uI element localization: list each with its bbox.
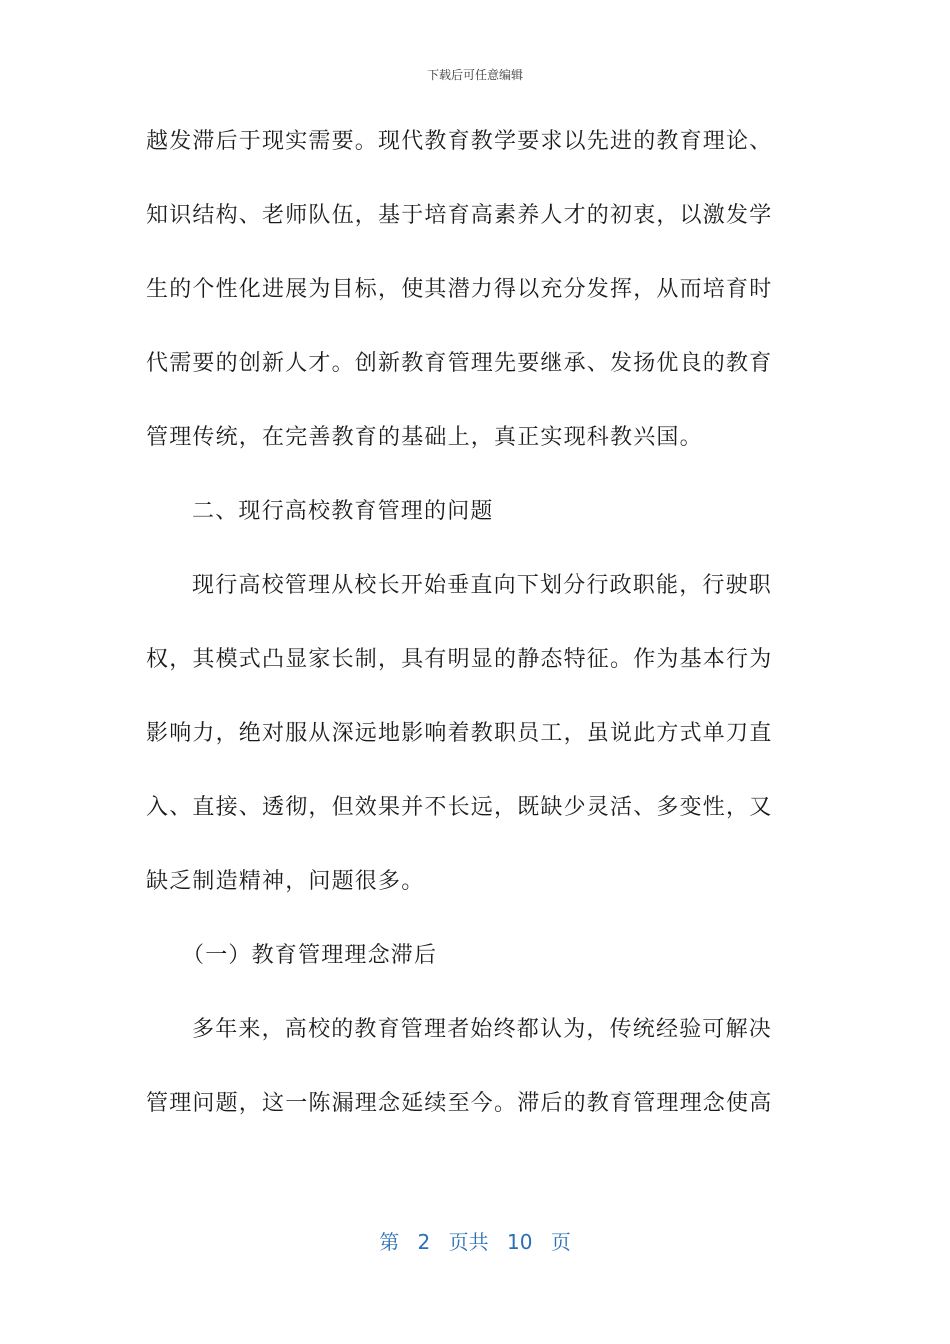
page-header: 下载后可任意编辑 [426,68,523,82]
text-line: 管理问题，这一陈漏理念延续至今。滞后的教育管理理念使高 [146,1091,773,1116]
text-line: 现行高校管理从校长开始垂直向下划分行政职能，行驶职 [192,573,773,598]
footer-label: 页 [550,1230,571,1254]
text-line: 越发滞后于现实需要。现代教育教学要求以先进的教育理论、 [146,129,773,154]
text-line: 入、直接、透彻，但效果并不长远，既缺少灵活、多变性，又 [146,795,773,820]
current-page-number: 2 [417,1230,431,1254]
text-line: 缺乏制造精神，问题很多。 [146,869,425,894]
page-footer [0,1226,950,1255]
document-body [146,122,806,1158]
footer-label: 第 [379,1230,400,1254]
section-heading: 二、现行高校教育管理的问题 [192,499,494,524]
text-line: 影响力，绝对服从深远地影响着教职员工，虽说此方式单刀直 [146,721,773,746]
subsection-heading: （一）教育管理理念滞后 [182,943,438,968]
footer-label: 页共 [448,1230,489,1254]
text-line: 多年来，高校的教育管理者始终都认为，传统经验可解决 [192,1017,773,1042]
text-line: 生的个性化进展为目标，使其潜力得以充分发挥，从而培育时 [146,277,773,302]
text-line: 权，其模式凸显家长制，具有明显的静态特征。作为基本行为 [146,647,773,672]
text-line: 代需要的创新人才。创新教育管理先要继承、发扬优良的教育 [146,351,773,376]
total-page-number: 10 [507,1230,533,1254]
text-line: 知识结构、老师队伍，基于培育高素养人才的初衷，以激发学 [146,203,773,228]
text-line: 管理传统，在完善教育的基础上，真正实现科教兴国。 [146,425,703,450]
